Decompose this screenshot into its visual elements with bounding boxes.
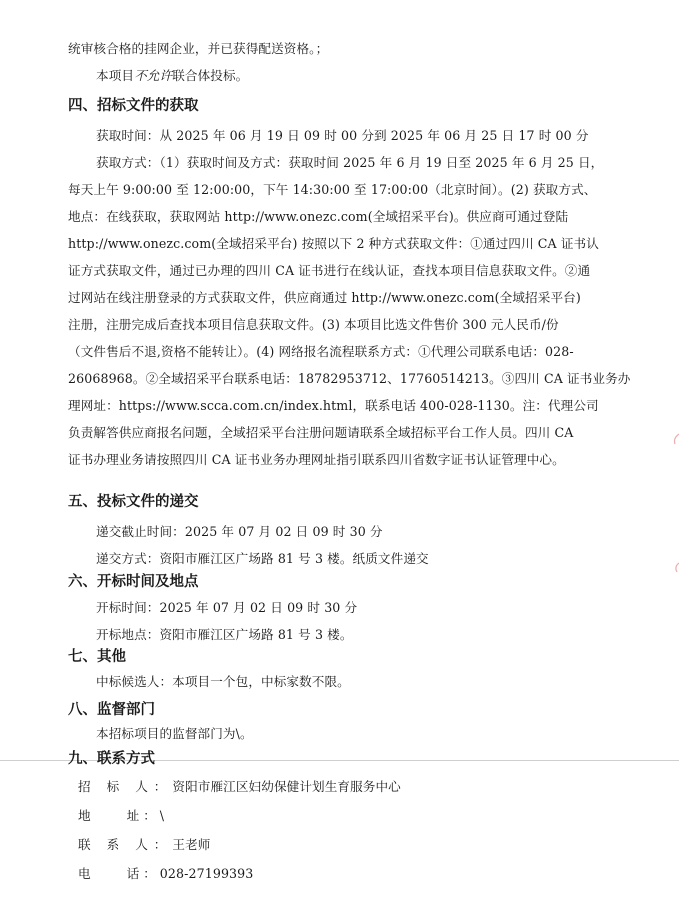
acquire-line: 证方式获取文件，通过已办理的四川 CA 证书进行在线认证，查找本项目信息获取文件。②通 [68,263,591,278]
acquire-line: 获取方式：（1）获取时间及方式：获取时间 2025 年 6 月 19 日至 2025 年 6 月 25 日， [96,155,604,170]
seal-fragment-icon [665,560,679,574]
acquire-line: 注册，注册完成后查找本项目信息获取文件。(3) 本项目比选文件售价 300 元人民币/份 [68,317,559,332]
contact-row [78,778,401,796]
acquire-line: 负责解答供应商报名问题，全域招采平台注册问题请联系全域招标平台工作人员。四川 CA [68,425,574,440]
section-heading-4: 四、招标文件的获取 [68,98,199,114]
submit-method: 递交方式：资阳市雁江区广场路 81 号 3 楼。纸质文件递交 [96,551,429,566]
supervision-text: 本招标项目的监督部门为\。 [96,726,253,741]
text-fragment: 本项目 [96,68,135,83]
contact-label: 联 系 人： [78,837,173,852]
acquire-line: 理网址：https://www.scca.com.cn/index.html，联系电话 400-028-1130。注：代理公司 [68,398,599,413]
opening-place: 开标地点：资阳市雁江区广场路 81 号 3 楼。 [96,627,353,642]
acquire-time: 获取时间：从 2025 年 06 月 19 日 09 时 00 分到 2025 年 06 月 25 日 17 时 00 分 [96,128,589,143]
text-fragment: 联合体投标。 [172,68,249,83]
contact-label: 招 标 人： [78,779,173,794]
acquire-line: 地点：在线获取，获取网站 http://www.onezc.com(全域招采平台)。供应商可通过登陆 [68,209,569,224]
contact-value: 王老师 [172,837,211,852]
acquire-line: http://www.onezc.com(全域招采平台) 按照以下 2 种方式获取文件：①通过四川 CA 证书认 [68,236,599,251]
contact-row [78,807,164,825]
contact-row [78,865,253,883]
acquire-line: 证书办理业务请按照四川 CA 证书业务办理网址指引联系四川省数字证书认证管理中心。 [68,452,565,467]
opening-time: 开标时间：2025 年 07 月 02 日 09 时 30 分 [96,600,358,615]
italic-fragment: 不允许 [134,68,173,83]
acquire-line: 26068968。②全域招采平台联系电话：18782953712、17760514213。③四川 CA 证书业务办 [68,371,631,386]
section-heading-7: 七、其他 [68,649,126,665]
contact-label: 电 话： [78,866,160,881]
contact-value: 资阳市雁江区妇幼保健计划生育服务中心 [172,779,401,794]
submit-deadline: 递交截止时间：2025 年 07 月 02 日 09 时 30 分 [96,524,383,539]
seal-fragment-icon [665,432,679,446]
consortium-line [96,67,248,85]
other-text: 中标候选人：本项目一个包，中标家数不限。 [96,674,350,689]
section-heading-8: 八、监督部门 [68,702,155,718]
section-heading-9: 九、联系方式 [68,751,155,767]
acquire-line: （文件售后不退,资格不能转让）。(4) 网络报名流程联系方式：①代理公司联系电话：028- [68,344,574,359]
text-line: 统审核合格的挂网企业，并已获得配送资格。； [68,41,329,56]
contact-value: \ [159,808,165,823]
section-heading-5: 五、投标文件的递交 [68,494,199,510]
contact-label: 地 址： [78,808,160,823]
acquire-line: 每天上午 9:00:00 至 12:00:00，下午 14:30:00 至 17:00:00（北京时间）。(2) 获取方式、 [68,182,597,197]
section-heading-6: 六、开标时间及地点 [68,574,199,590]
acquire-line: 过网站在线注册登录的方式获取文件，供应商通过 http://www.onezc.com(全域招采平台) [68,290,581,305]
contact-value: 028-27199393 [159,866,254,881]
contact-row [78,836,210,854]
